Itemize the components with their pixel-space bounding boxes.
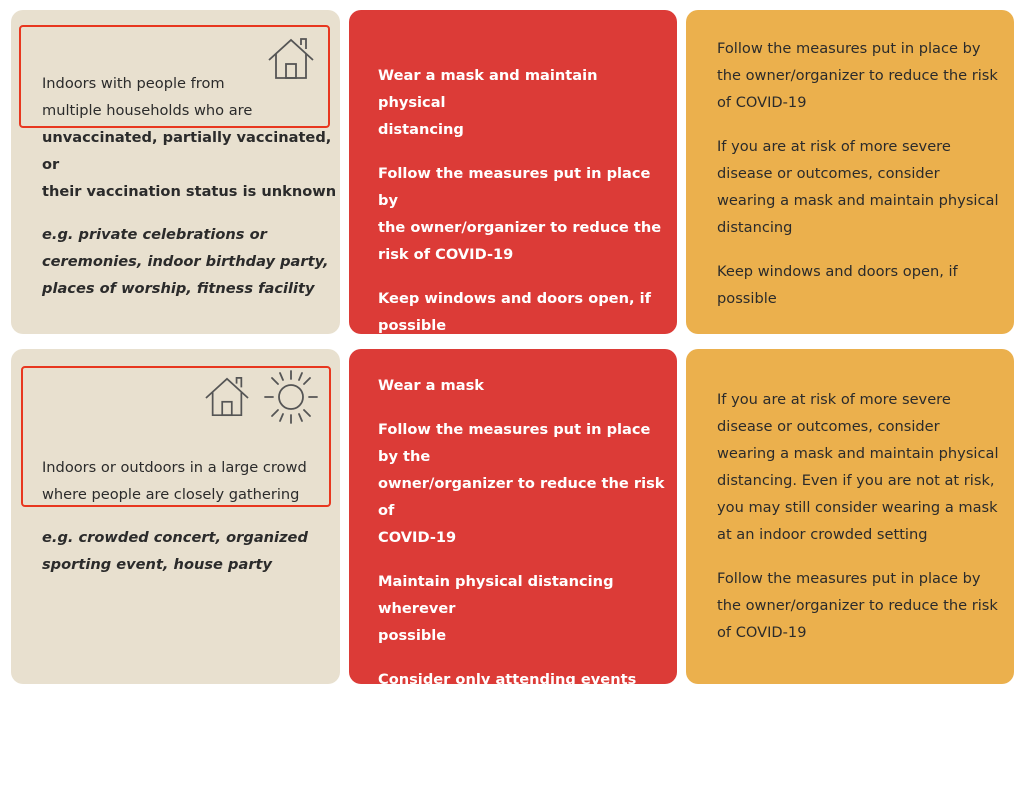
row1-gold-paragraph: [717, 133, 1009, 241]
row2-gold-text-line: the owner/organizer to reduce the risk: [717, 597, 998, 614]
row2-gold-card: [686, 349, 1014, 684]
row2-red-text-line: follow local public health advice: [378, 752, 643, 769]
row2-gold-text-line: If you are at risk of more severe: [717, 391, 951, 408]
row2-red-text-line: Consider only attending events where: [378, 671, 637, 715]
row1-red-text-line: possible: [378, 317, 447, 334]
row1-gold-text-line: possible: [717, 290, 777, 307]
row2-example-line2: sporting event, house party: [42, 556, 273, 573]
row1-gold-paragraph: [717, 258, 1009, 312]
row2-gold-text-line: Follow the measures put in place by: [717, 570, 981, 587]
row1-gold-text-line: distancing: [717, 219, 793, 236]
row1-red-paragraph: [378, 285, 670, 339]
row1-gold-text-line: If you are at risk of more severe: [717, 138, 951, 155]
row2-red-paragraph: [378, 568, 672, 649]
row1-red-text-line: Wear a mask and maintain physical: [378, 67, 598, 111]
row2-red-text-line: Maintain physical distancing wherever: [378, 573, 614, 617]
row1-gold-text-line: the owner/organizer to reduce the risk: [717, 67, 998, 84]
row1-gold-paragraph: [717, 35, 1009, 116]
row2-gold-text-line: disease or outcomes, consider: [717, 418, 940, 435]
row1-gold-text-line: Keep windows and doors open, if: [717, 263, 958, 280]
row2-red-text-line: possible: [378, 627, 447, 644]
house-icon: [203, 375, 251, 419]
row1-gold-text-line: disease or outcomes, consider: [717, 165, 940, 182]
row2-red-text-line: Wear a mask: [378, 377, 484, 394]
row2-gold-text-line: of COVID-19: [717, 624, 807, 641]
row2-gold-text-line: distancing. Even if you are not at risk,: [717, 472, 995, 489]
row1-gold-text-line: Follow the measures put in place by: [717, 40, 981, 57]
row2-red-paragraph: [378, 372, 672, 399]
sun-icon: [261, 369, 321, 425]
row2-red-text-line: owner/organizer to reduce the risk of: [378, 475, 665, 519]
row1-red-card: [349, 10, 677, 334]
row1-example-line2: ceremonies, indoor birthday party,: [42, 253, 329, 270]
row2-gold-paragraph: [717, 386, 1009, 548]
row1-red-text-line: the owner/organizer to reduce the: [378, 219, 662, 236]
row1-red-paragraph: [378, 62, 670, 143]
row1-red-paragraph: [378, 160, 670, 268]
row1-setting-line1: Indoors with people from: [42, 75, 225, 92]
row2-gold-paragraph: [717, 565, 1009, 646]
row2-gold-text-line: you may still consider wearing a mask: [717, 499, 998, 516]
row1-red-text-line: Keep windows and doors open, if: [378, 290, 651, 307]
row2-red-text-line: Follow the measures put in place by the: [378, 421, 651, 465]
row2-gold-text-line: wearing a mask and maintain physical: [717, 445, 999, 462]
row1-setting-bold-line2: their vaccination status is unknown: [42, 183, 337, 200]
row2-setting-card: [11, 349, 340, 684]
row1-setting-card: [11, 10, 340, 334]
row1-gold-card: [686, 10, 1014, 334]
row1-gold-text-line: of COVID-19: [717, 94, 807, 111]
row2-setting-line2: where people are closely gathering: [42, 486, 300, 503]
row1-example-line1: e.g. private celebrations or: [42, 226, 267, 243]
row2-setting-line1: Indoors or outdoors in a large crowd: [42, 459, 307, 476]
row2-red-paragraph: [378, 416, 672, 551]
row2-example-line1: e.g. crowded concert, organized: [42, 529, 308, 546]
row1-red-text-line: risk of COVID-19: [378, 246, 514, 263]
row2-red-text-line: there are safety plans in place that: [378, 725, 669, 742]
row1-example-line3: places of worship, fitness facility: [42, 280, 315, 297]
row1-setting-line2: multiple households who are: [42, 102, 253, 119]
row2-red-paragraph: [378, 666, 672, 774]
row2-red-text-line: COVID-19: [378, 529, 457, 546]
row1-setting-bold-line1: unvaccinated, partially vaccinated, or: [42, 129, 332, 173]
row1-red-text-line: distancing: [378, 121, 464, 138]
row1-gold-text-line: wearing a mask and maintain physical: [717, 192, 999, 209]
row1-red-text-line: Follow the measures put in place by: [378, 165, 651, 209]
row2-red-card: [349, 349, 677, 769]
row2-gold-text-line: at an indoor crowded setting: [717, 526, 928, 543]
